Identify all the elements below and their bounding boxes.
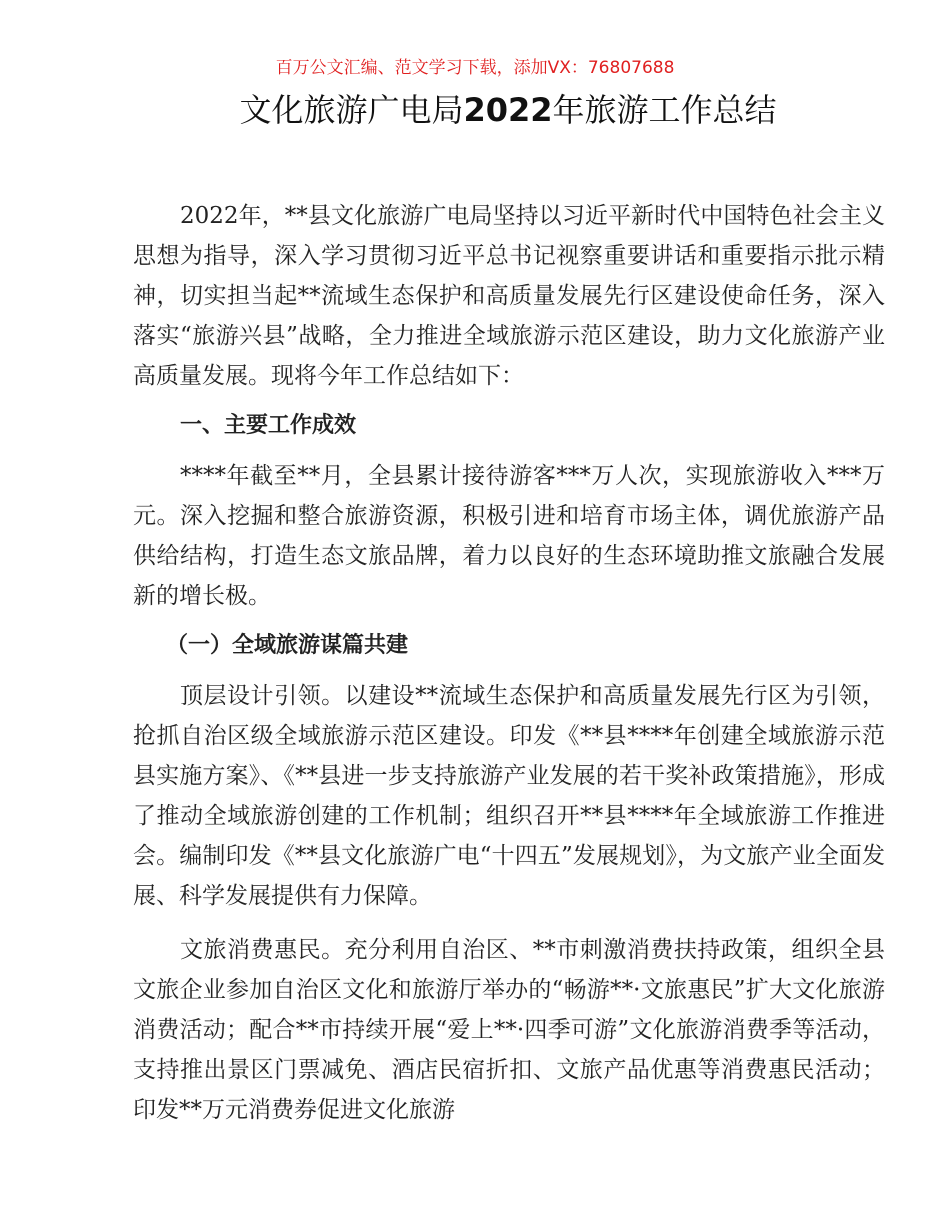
title-prefix: 文化旅游广电局 (239, 91, 464, 129)
intro-paragraph: 2022年，**县文化旅游广电局坚持以习近平新时代中国特色社会主义思想为指导，深入学习贯彻习近平总书记视察重要讲话和重要指示批示精神，切实担当起**流域生态保护和高质量发展先行区建设使命任务，深入落实“旅游兴县”战略，全力推进全域旅游示范区建设，助力文化旅游产业高质量发展。现将今年工作总结如下： (133, 203, 885, 389)
document-body (133, 196, 885, 1130)
subsection-heading: （一）全域旅游谋篇共建 (166, 633, 409, 658)
title-year: 2022 (463, 91, 553, 129)
section-paragraph: ****年截至**月，全县累计接待游客***万人次，实现旅游收入***万元。深入挖掘和整合旅游资源，积极引进和培育市场主体，调优旅游产品供给结构，打造生态文旅品牌，着力以良好的生态环境助推文旅融合发展新的增长极。 (133, 463, 885, 609)
body-paragraph: 文旅消费惠民。充分利用自治区、**市刺激消费扶持政策，组织全县文旅企业参加自治区文化和旅游厅举办的“畅游**·文旅惠民”扩大文化旅游消费活动；配合**市持续开展“爱上**·四季可游”文化旅游消费季等活动，支持推出景区门票减免、酒店民宿折扣、文旅产品优惠等消费惠民活动；印发**万元消费券促进文化旅游 (133, 937, 885, 1123)
watermark-banner: 百万公文汇编、范文学习下载，添加VX：76807688 (275, 58, 675, 78)
body-paragraph: 顶层设计引领。以建设**流域生态保护和高质量发展先行区为引领，抢抓自治区级全域旅游示范区建设。印发《**县****年创建全域旅游示范县实施方案》、《**县进一步支持旅游产业发展的若干奖补政策措施》，形成了推动全域旅游创建的工作机制；组织召开**县****年全域旅游工作推进会。编制印发《**县文化旅游广电“十四五”发展规划》，为文旅产业全面发展、科学发展提供有力保障。 (133, 683, 885, 909)
section-heading: 一、主要工作成效 (180, 413, 357, 438)
title-suffix: 年旅游工作总结 (552, 91, 777, 129)
document-title (0, 88, 950, 132)
